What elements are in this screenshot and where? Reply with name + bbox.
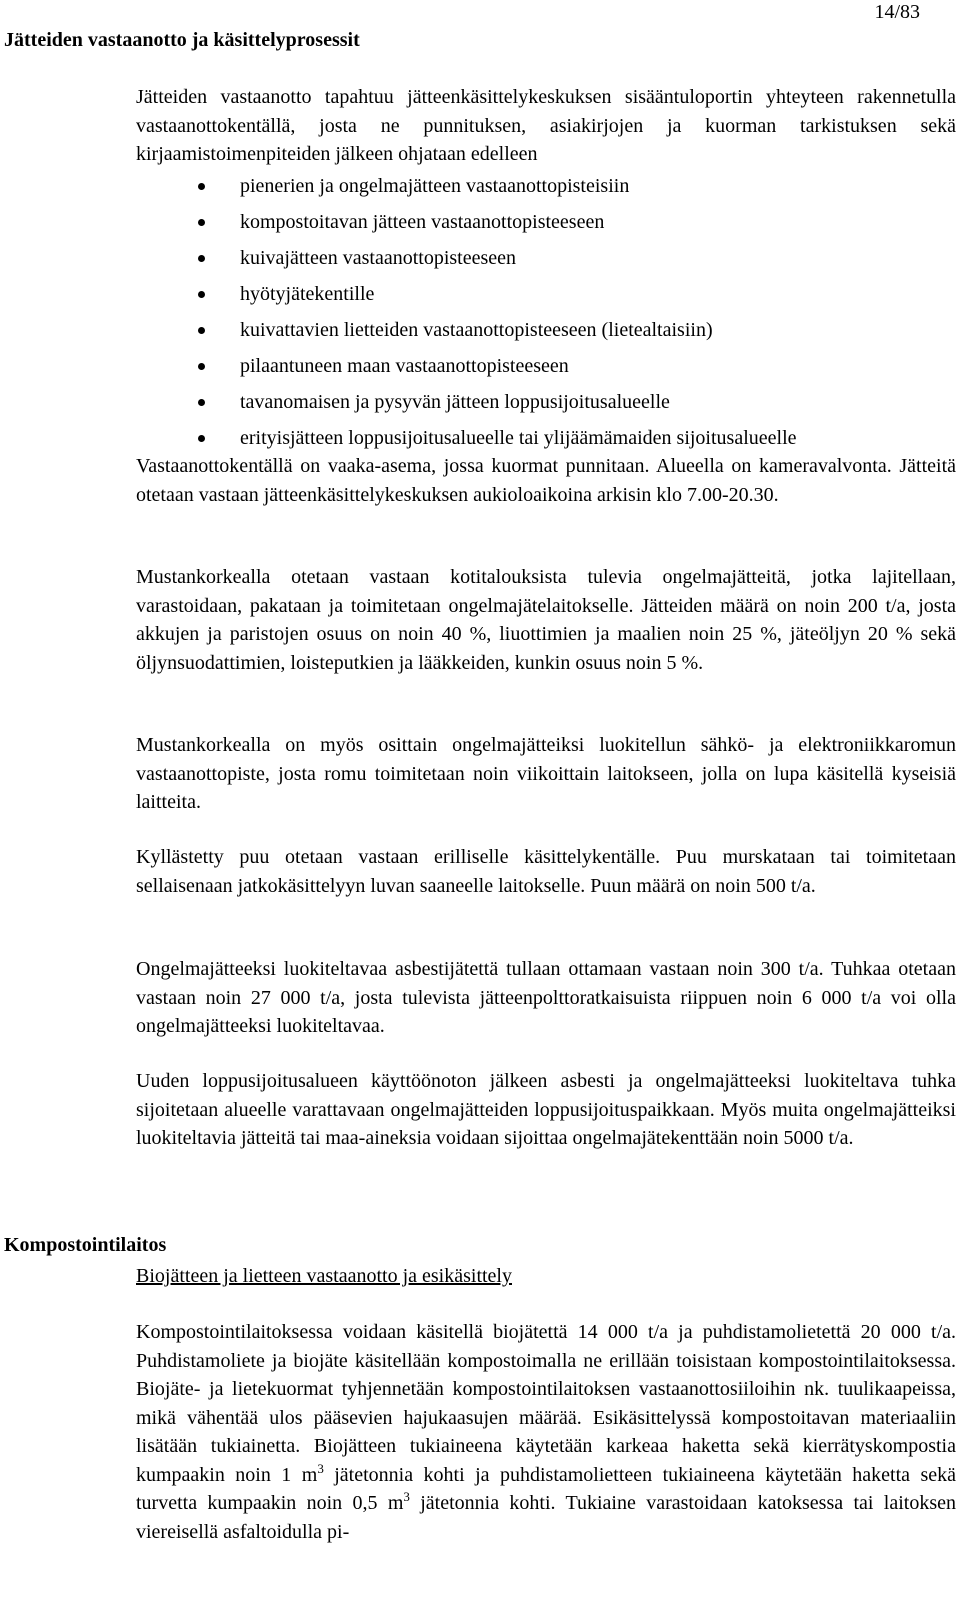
list-item: pienerien ja ongelmajätteen vastaanottopisteisiin <box>136 168 956 204</box>
list-item: hyötyjätekentille <box>136 276 956 312</box>
intro-text: Jätteiden vastaanotto tapahtuu jätteenkäsittelykeskuksen sisääntuloportin yhteyteen rakennetulla vastaanottokentällä, josta ne punnituksen, asiakirjojen ja kuorman tarkistuksen sekä kirjaamistoimenpiteiden jälkeen ohjataan edelleen <box>136 86 956 165</box>
list-item: erityisjätteen loppusijoitusalueelle tai ylijäämämaiden sijoitusalueelle <box>136 420 956 456</box>
section-title: Jätteiden vastaanotto ja käsittelyprosessit <box>4 29 360 51</box>
paragraph-vastaanottokentta: Vastaanottokentällä on vaaka-asema, jossa kuormat punnitaan. Alueella on kameravalvonta. Jätteitä otetaan vastaan jätteenkäsittelykeskuksen aukioloaikoina arkisin klo 7.00-20.30. <box>136 455 956 506</box>
bullet-icon <box>198 255 205 262</box>
destination-list <box>136 168 956 456</box>
bullet-icon <box>198 219 205 226</box>
paragraph-mustankorkealla-2: Mustankorkealla on myös osittain ongelmajätteiksi luokitellun sähkö- ja elektroniikkaromun vastaanottopiste, josta romu toimitetaan noin viikoittain laitokseen, jolla on lupa käsitellä kyseisiä laitteita. <box>136 734 956 813</box>
bullet-icon <box>198 327 205 334</box>
intro-paragraph <box>136 83 956 169</box>
paragraph-kompostointi: Kompostointilaitoksessa voidaan käsitellä biojätettä 14 000 t/a ja puhdistamolietettä 20 000 t/a. Puhdistamoliete ja biojäte käsitellään kompostoimalla ne erillään toisistaan kompostointilaitoksessa. Biojäte- ja lietekuormat tyhjennetään kompostointilaitoksen vastaanottosiiloihin nk. tuulikaapeissa, mikä vähentää ulos pääsevien hajukaasujen määrää. Esikäsittelyssä kompostoitavan materiaaliin lisätään tukiainetta. Biojätteen tukiaineena käytetään karkeaa haketta sekä kierrätyskompostia kumpaakin noin 1 $m^3$ jätetonnia kohti ja puhdistamolietteen tukiaineena käytetään haketta sekä turvetta kumpaakin noin 0,5 $m^3$ jätetonnia kohti. Tukiaine varastoidaan katoksessa tai laitoksen viereisellä asfaltoidulla pi- <box>136 1321 957 1543</box>
list-item: kuivattavien lietteiden vastaanottopisteeseen (lietealtaisiin) <box>136 312 956 348</box>
bullet-icon <box>198 435 205 442</box>
bullet-icon <box>198 399 205 406</box>
list-item: kuivajätteen vastaanottopisteeseen <box>136 240 956 276</box>
paragraph-mustankorkealla-1: Mustankorkealla otetaan vastaan kotitalouksista tulevia ongelmajätteitä, jotka lajitellaan, varastoidaan, pakataan ja toimitetaan ongelmajätelaitokselle. Jätteiden määrä on noin 200 t/a, josta akkujen ja paristojen osuus on noin 40 %, liuottimien ja maalien noin 25 %, jäteöljyn 20 % sekä öljynsuodattimien, loisteputkien ja lääkkeiden, kunkin osuus noin 5 %. <box>136 566 956 674</box>
bullet-icon <box>198 291 205 298</box>
bullet-icon <box>198 363 205 370</box>
subheading-biojate: Biojätteen ja lietteen vastaanotto ja esikäsittely <box>136 1265 512 1287</box>
section-title-kompostointilaitos: Kompostointilaitos <box>4 1234 167 1256</box>
paragraph-ongelmajatteeksi: Ongelmajätteeksi luokiteltavaa asbestijätettä tullaan ottamaan vastaan noin 300 t/a. Tuhkaa otetaan vastaan noin 27 000 t/a, josta tulevista jätteenpolttoratkaisuista riippuen noin 6 000 t/a voi olla ongelmajätteeksi luokiteltavaa. <box>136 958 956 1037</box>
paragraph-uuden: Uuden loppusijoitusalueen käyttöönoton jälkeen asbesti ja ongelmajätteeksi luokiteltava tuhka sijoitetaan alueelle varattavaan ongelmajätteiden loppusijoituspaikkaan. Myös muita ongelmajätteiksi luokiteltavia jätteitä tai maa-aineksia voidaan sijoittaa ongelmajätekenttään noin 5000 t/a. <box>136 1070 956 1149</box>
list-item: tavanomaisen ja pysyvän jätteen loppusijoitusalueelle <box>136 384 956 420</box>
list-item: kompostoitavan jätteen vastaanottopisteeseen <box>136 204 956 240</box>
list-item: pilaantuneen maan vastaanottopisteeseen <box>136 348 956 384</box>
paragraph-kyllastetty: Kyllästetty puu otetaan vastaan erilliselle käsittelykentälle. Puu murskataan tai toimitetaan sellaisenaan jatkokäsittelyyn luvan saaneelle laitokselle. Puun määrä on noin 500 t/a. <box>136 846 956 897</box>
bullet-icon <box>198 183 205 190</box>
page-number: 14/83 <box>874 1 920 23</box>
